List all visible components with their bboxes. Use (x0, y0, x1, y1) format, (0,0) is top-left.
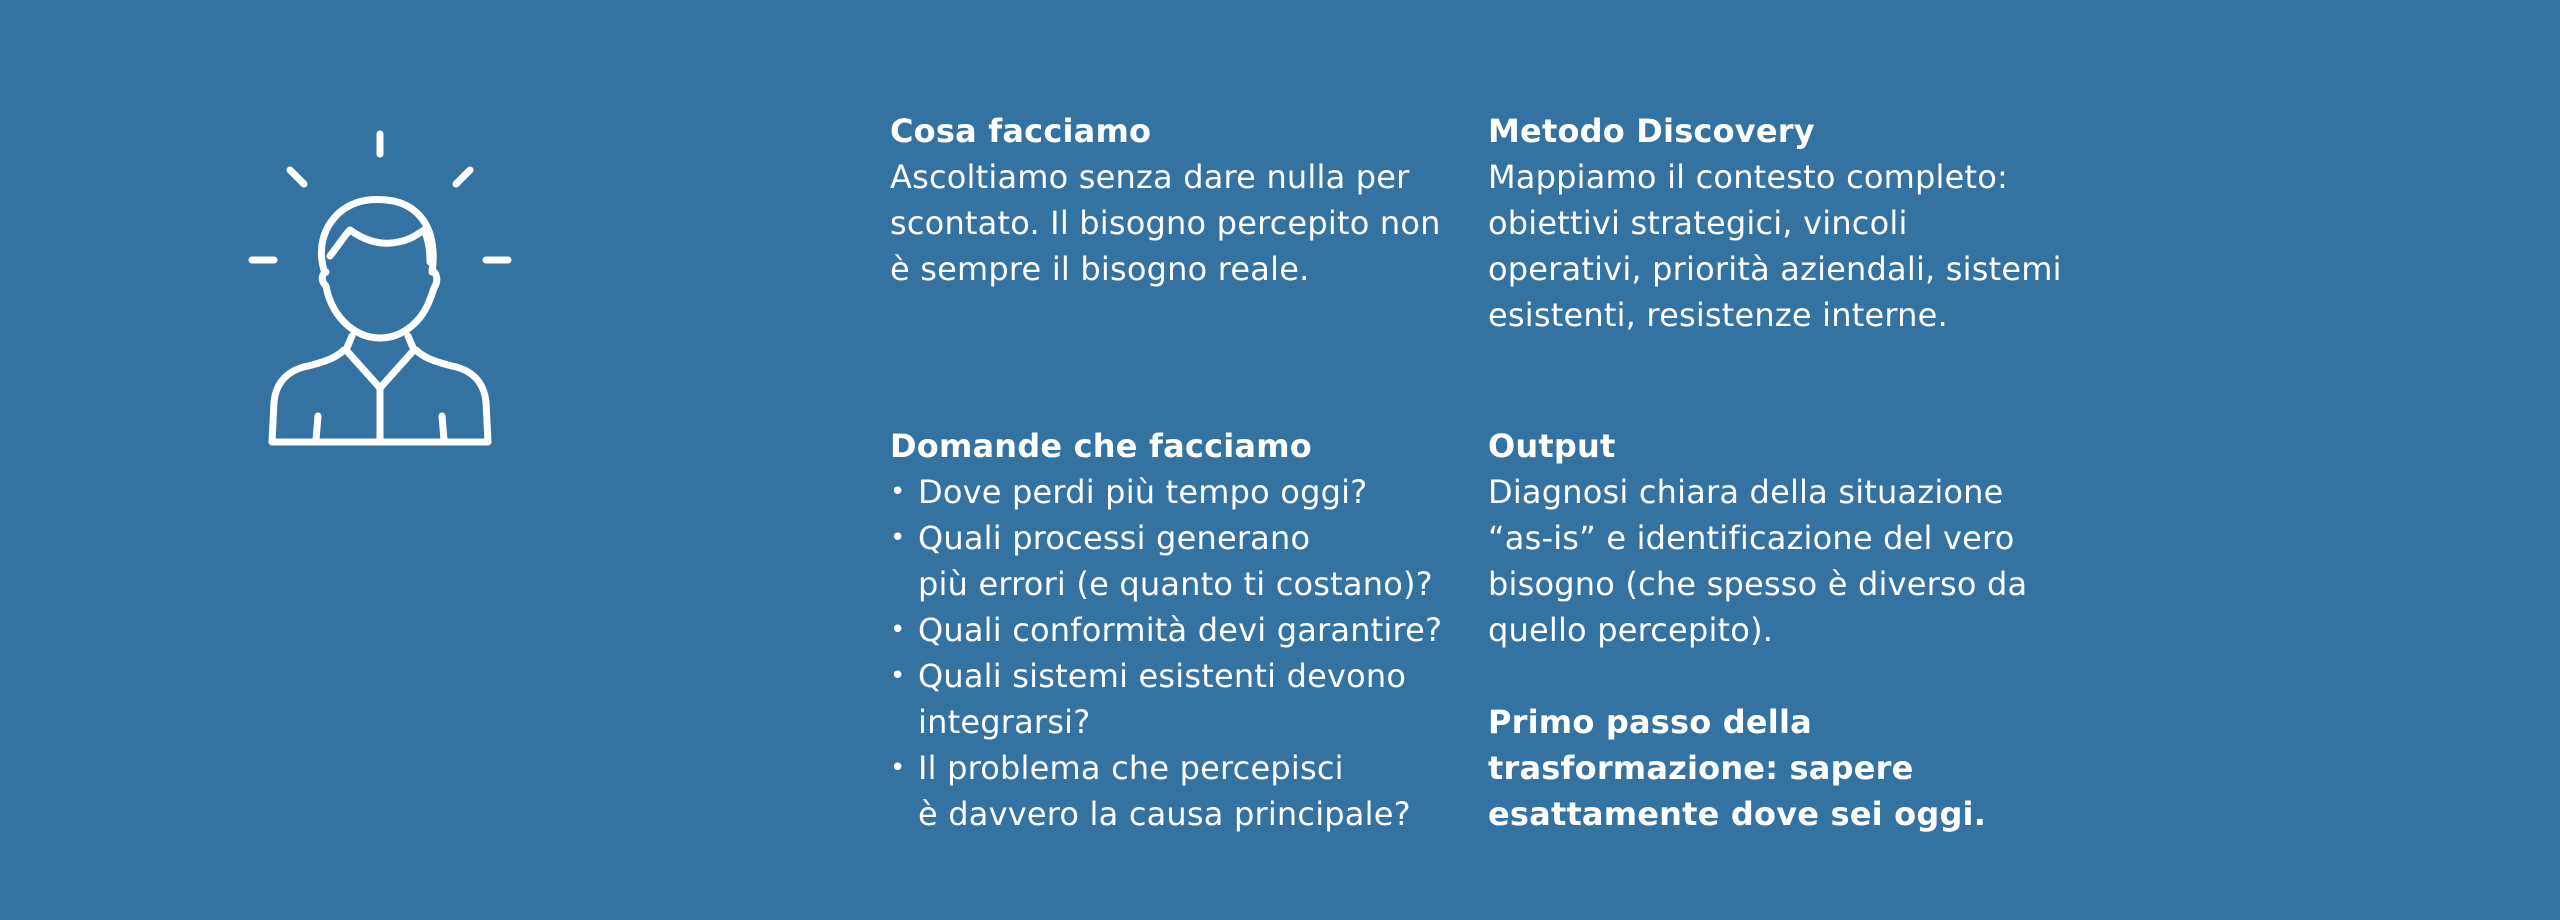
list-item-text: Dove perdi più tempo oggi? (918, 473, 1368, 511)
list-item (890, 745, 1442, 837)
list-item-text: integrarsi? (918, 703, 1091, 741)
output-line: quello percepito). (1488, 611, 1774, 649)
metodo-line: operativi, priorità aziendali, sistemi (1488, 250, 2062, 288)
output-section (1488, 423, 2027, 837)
bullet-icon: • (890, 615, 906, 645)
bullet-icon: • (890, 661, 906, 691)
metodo-line: esistenti, resistenze interne. (1488, 296, 1948, 334)
list-item (890, 653, 1442, 745)
list-item (890, 607, 1442, 653)
list-item-text: Quali processi generano (918, 519, 1311, 557)
bullet-icon: • (890, 477, 906, 507)
spacer (1488, 653, 2027, 699)
cosa-line: Ascoltiamo senza dare nulla per (890, 158, 1410, 196)
output-line: Diagnosi chiara della situazione (1488, 473, 2004, 511)
output-highlight-line: trasformazione: sapere (1488, 749, 1914, 787)
output-line: “as-is” e identificazione del vero (1488, 519, 2015, 557)
domande-title: Domande che facciamo (890, 427, 1312, 465)
list-item-text: Il problema che percepisci (918, 749, 1344, 787)
cosa-line: è sempre il bisogno reale. (890, 250, 1310, 288)
output-line: bisogno (che spesso è diverso da (1488, 565, 2028, 603)
cosa-facciamo-title: Cosa facciamo (890, 112, 1152, 150)
list-item-text: Quali conformità devi garantire? (918, 611, 1443, 649)
bullet-icon: • (890, 753, 906, 783)
cosa-facciamo-section (890, 108, 1441, 292)
list-item (890, 515, 1442, 607)
output-highlight-line: esattamente dove sei oggi. (1488, 795, 1987, 833)
cosa-line: scontato. Il bisogno percepito non (890, 204, 1441, 242)
person-idea-icon (240, 120, 520, 460)
domande-section (890, 423, 1442, 837)
metodo-line: obiettivi strategici, vincoli (1488, 204, 1908, 242)
output-highlight-line: Primo passo della (1488, 703, 1812, 741)
domande-list (890, 469, 1442, 837)
metodo-discovery-section (1488, 108, 2062, 338)
metodo-line: Mappiamo il contesto completo: (1488, 158, 2009, 196)
list-item-text: Quali sistemi esistenti devono (918, 657, 1407, 695)
output-title: Output (1488, 427, 1616, 465)
list-item (890, 469, 1442, 515)
list-item-text: più errori (e quanto ti costano)? (918, 565, 1433, 603)
list-item-text: è davvero la causa principale? (918, 795, 1411, 833)
bullet-icon: • (890, 523, 906, 553)
metodo-discovery-title: Metodo Discovery (1488, 112, 1815, 150)
